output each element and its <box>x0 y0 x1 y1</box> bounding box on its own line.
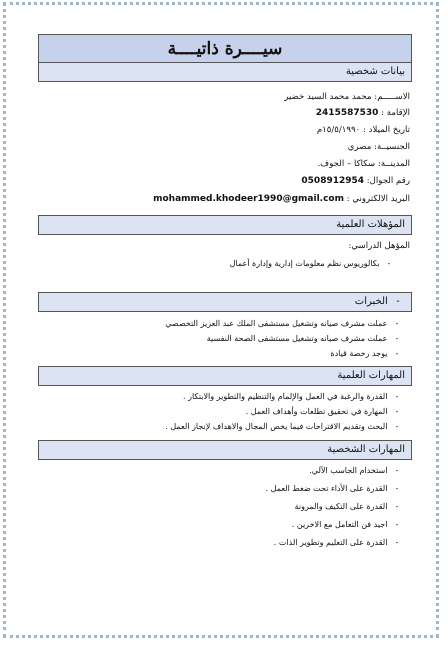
experience-text: عملت مشرف صيانه وتشغيل مستشفى الصحة النفسية <box>206 334 388 343</box>
mobile-value: 0508912954 <box>301 176 365 186</box>
mobile-label: رقم الجوال: <box>366 176 410 186</box>
qualification-label: المؤهل الدراسي: <box>348 241 410 251</box>
bullet-dash: - <box>395 392 399 401</box>
skill-text: القدرة والرغبة في العمل والإلمام والتنظيم والتطوير والابتكار . <box>183 392 388 401</box>
residence-label: الإقامة : <box>381 108 410 118</box>
qualification-list <box>230 256 396 271</box>
mobile-line <box>301 176 410 186</box>
city-label: المدينــة: <box>377 159 410 169</box>
section-personal: بيانات شخصية <box>38 62 412 82</box>
list-item <box>266 516 404 534</box>
bullet-dash: - <box>395 407 399 416</box>
list-item <box>165 389 404 404</box>
list-item <box>165 346 404 361</box>
experience-text: عملت مشرف صيانه وتشغيل مستشفى الملك عبد العزيز التخصصي <box>165 319 388 328</box>
list-item <box>266 480 404 498</box>
bullet-dash: - <box>387 259 391 268</box>
bullet-dash: - <box>395 538 399 547</box>
experience-list <box>165 316 404 361</box>
personal-skill-text: القدرة على التكيف والمرونة <box>294 502 388 511</box>
nationality-label: الجنسيــة: <box>374 142 410 152</box>
name-value: محمد محمد السيد خضير <box>284 92 372 102</box>
list-item <box>165 404 404 419</box>
section-personal-skills: المهارات الشخصية <box>38 440 412 460</box>
bullet-dash: - <box>395 319 399 328</box>
birth-value: ١٥/٥/١٩٩٠م <box>316 125 361 135</box>
nationality-line <box>348 142 410 152</box>
bullet-dash: - <box>395 466 399 475</box>
nationality-value: مصري <box>347 142 372 152</box>
bullet-dash: - <box>395 422 399 431</box>
email-value[interactable]: mohammed.khodeer1990@gmail.com <box>153 194 344 204</box>
bullet-dash: - <box>395 334 399 343</box>
qualification-text: بكالوريوس نظم معلومات إدارية وإدارة أعمال <box>229 259 380 268</box>
bullet-dash: - <box>395 520 399 529</box>
name-line <box>284 92 410 102</box>
skill-text: البحث وتقديم الاقتراحات فيما يخص المجال والاهداف لإنجاز العمل . <box>165 422 388 431</box>
section-skills: المهارات العلمية <box>38 366 412 386</box>
experience-text: يوجد رخصة قيادة <box>330 349 388 358</box>
list-item <box>266 462 404 480</box>
bullet-dash: - <box>395 349 399 358</box>
list-item <box>266 534 404 552</box>
email-label: البريد الالكتروني : <box>346 194 410 204</box>
city-line <box>318 159 410 169</box>
personal-skill-text: القدرة على الأداء تحت ضغط العمل . <box>265 484 388 493</box>
list-item <box>230 256 396 271</box>
name-label: الاســـــم: <box>374 92 410 102</box>
section-dash: - <box>396 296 400 307</box>
list-item <box>165 316 404 331</box>
birth-line <box>317 125 410 135</box>
skills-list <box>165 389 404 434</box>
residence-line <box>316 108 410 118</box>
section-experience <box>38 292 412 312</box>
bullet-dash: - <box>395 484 399 493</box>
personal-skills-list <box>266 462 404 552</box>
list-item <box>165 331 404 346</box>
section-qualifications: المؤهلات العلمية <box>38 215 412 235</box>
city-value: سكاكا – الجوف. <box>317 159 376 169</box>
bullet-dash: - <box>395 502 399 511</box>
cv-title: سيــــرة ذاتيــــة <box>38 34 412 62</box>
personal-skill-text: القدرة على التعليم وتطوير الذات . <box>273 538 388 547</box>
list-item <box>165 419 404 434</box>
list-item <box>266 498 404 516</box>
skill-text: المهارة في تحقيق تطلعات وأهداف العمل . <box>245 407 388 416</box>
residence-value: 2415587530 <box>315 108 379 118</box>
section-experience-label: الخبرات <box>354 296 388 307</box>
birth-label: تاريخ الميلاد : <box>363 125 410 135</box>
personal-skill-text: اجيد فن التعامل مع الاخرين . <box>291 520 388 529</box>
personal-skill-text: استخدام الحاسب الآلي. <box>309 466 388 475</box>
email-line <box>153 194 410 204</box>
